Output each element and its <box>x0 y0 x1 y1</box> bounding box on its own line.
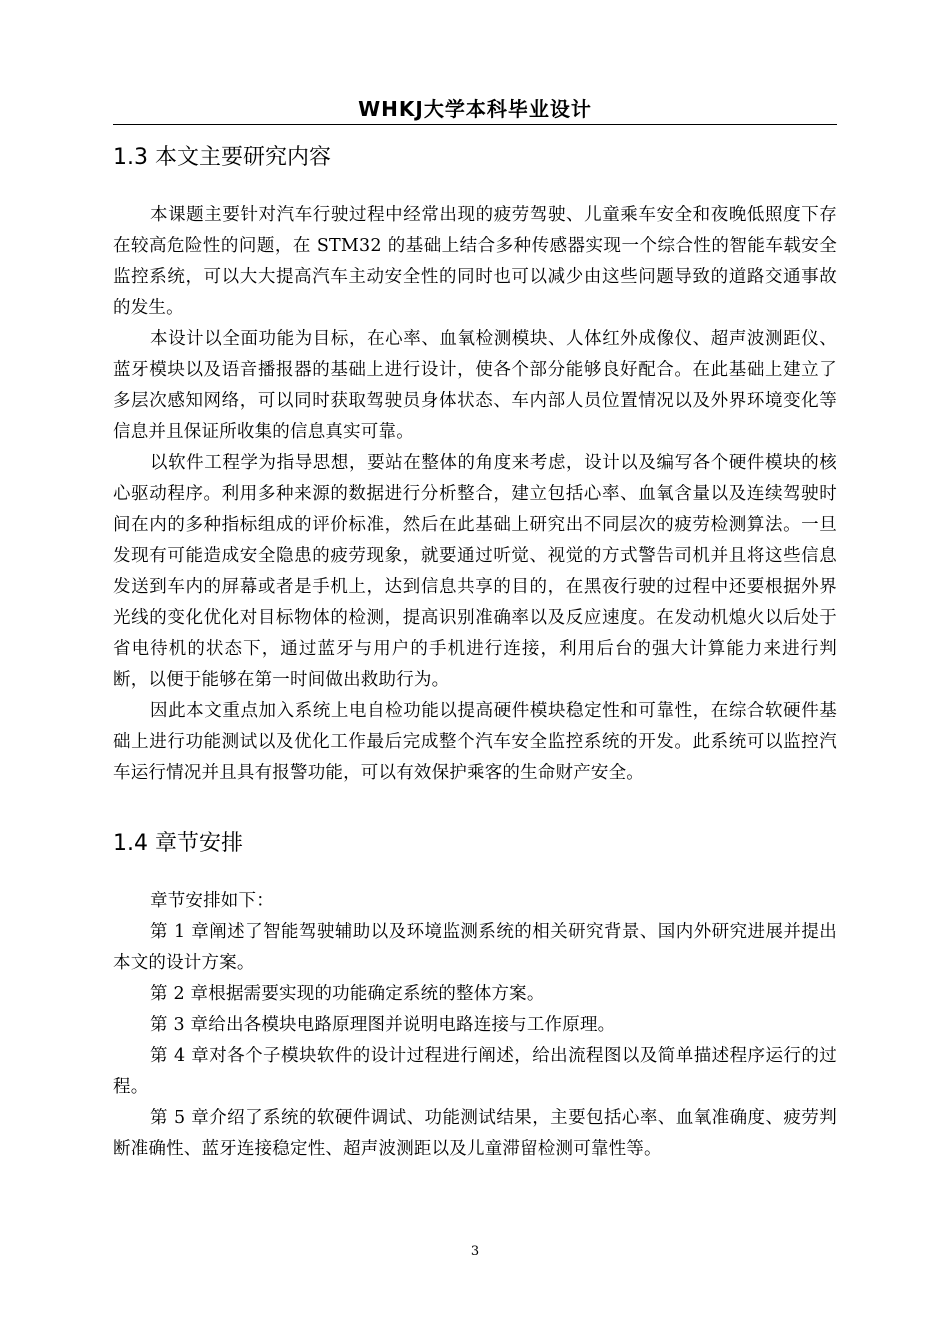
header-divider <box>113 124 837 125</box>
section-body-chapter-arrangement <box>113 886 837 1165</box>
paragraph: 第 4 章对各个子模块软件的设计过程进行阐述，给出流程图以及简单描述程序运行的过程。 <box>113 1046 837 1097</box>
paragraph: 以软件工程学为指导思想，要站在整体的角度来考虑，设计以及编写各个硬件模块的核心驱动程序。利用多种来源的数据进行分析整合，建立包括心率、血氧含量以及连续驾驶时间在内的多种指标组成的评价标准，然后在此基础上研究出不同层次的疲劳检测算法。一旦发现有可能造成安全隐患的疲劳现象，就要通过听觉、视觉的方式警告司机并且将这些信息发送到车内的屏幕或者是手机上，达到信息共享的目的，在黑夜行驶的过程中还要根据外界光线的变化优化对目标物体的检测，提高识别准确率以及反应速度。在发动机熄火以后处于省电待机的状态下，通过蓝牙与用户的手机进行连接，利用后台的强大计算能力来进行判断，以便于能够在第一时间做出救助行为。 <box>113 453 837 690</box>
section-heading-chapter-arrangement: 1.4 章节安排 <box>113 831 243 856</box>
section-body-research-content <box>113 200 837 789</box>
paragraph: 第 3 章给出各模块电路原理图并说明电路连接与工作原理。 <box>150 1015 616 1035</box>
paragraph: 因此本文重点加入系统上电自检功能以提高硬件模块稳定性和可靠性，在综合软硬件基础上进行功能测试以及优化工作最后完成整个汽车安全监控系统的开发。此系统可以监控汽车运行情况并且具有报警功能，可以有效保护乘客的生命财产安全。 <box>113 701 837 783</box>
paragraph: 第 1 章阐述了智能驾驶辅助以及环境监测系统的相关研究背景、国内外研究进展并提出本文的设计方案。 <box>113 922 837 973</box>
page-number: 3 <box>470 1244 480 1259</box>
paragraph: 第 2 章根据需要实现的功能确定系统的整体方案。 <box>150 984 545 1004</box>
running-header: WHKJ大学本科毕业设计 <box>358 97 592 121</box>
paragraph: 本课题主要针对汽车行驶过程中经常出现的疲劳驾驶、儿童乘车安全和夜晚低照度下存在较高危险性的问题，在 STM32 的基础上结合多种传感器实现一个综合性的智能车载安全监控系统，可以大大提高汽车主动安全性的同时也可以减少由这些问题导致的道路交通事故的发生。 <box>113 205 837 318</box>
paragraph: 章节安排如下： <box>150 891 274 911</box>
section-heading-research-content: 1.3 本文主要研究内容 <box>113 145 331 170</box>
paragraph: 第 5 章介绍了系统的软硬件调试、功能测试结果，主要包括心率、血氧准确度、疲劳判断准确性、蓝牙连接稳定性、超声波测距以及儿童滞留检测可靠性等。 <box>113 1108 837 1159</box>
paragraph: 本设计以全面功能为目标，在心率、血氧检测模块、人体红外成像仪、超声波测距仪、蓝牙模块以及语音播报器的基础上进行设计，使各个部分能够良好配合。在此基础上建立了多层次感知网络，可以同时获取驾驶员身体状态、车内部人员位置情况以及外界环境变化等信息并且保证所收集的信息真实可靠。 <box>113 329 837 442</box>
